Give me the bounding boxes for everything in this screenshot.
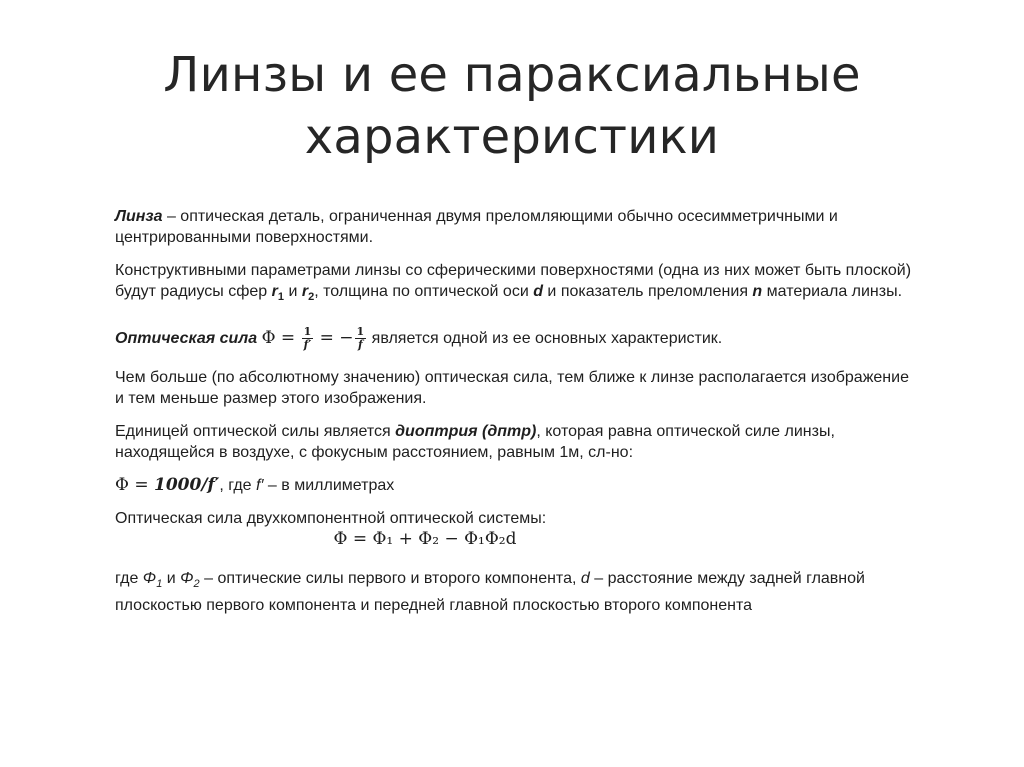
paragraph-design-parameters xyxy=(115,260,915,308)
two-component-text: Оптическая сила двухкомпонентной оптической системы: xyxy=(115,510,547,528)
definitions-text-2: – расстояние между задней главной плоскостью первого компонента и передней главной плоскостью второго компонента xyxy=(115,570,865,615)
phi-symbol: Φ xyxy=(261,328,276,349)
optical-power-formula xyxy=(261,325,368,352)
diopter-text-2: , которая равна оптической силе линзы, находящейся в воздухе, с фокусным расстоянием, равным 1м, сл-но: xyxy=(115,423,835,462)
definitions-where: где xyxy=(115,570,143,588)
definitions-and: и xyxy=(162,570,181,588)
symbol-r2: r xyxy=(301,283,309,300)
fraction-numerator-2: 1 xyxy=(356,325,365,339)
design-text-4: материала линзы. xyxy=(762,283,903,300)
r1-subscript: 1 xyxy=(277,291,284,304)
optical-power-text: является одной из ее основных характеристик. xyxy=(367,330,723,348)
fraction-denominator-f: f xyxy=(358,338,363,352)
symbol-phi-2: Φ xyxy=(180,570,194,588)
paragraph-diopter xyxy=(115,421,915,463)
fraction-numerator: 1 xyxy=(303,325,312,339)
symbol-f-prime: f′ xyxy=(256,477,264,495)
paragraph-two-component xyxy=(115,508,915,550)
symbol-r1: r xyxy=(271,283,278,300)
phi-1-subscript: 1 xyxy=(156,578,163,591)
paragraph-lens-definition xyxy=(115,206,915,248)
title-line-1: Линзы и ее параксиальные xyxy=(163,47,861,103)
equals-sign: = xyxy=(275,328,301,349)
fraction-1-over-f xyxy=(355,326,367,351)
paragraph-image-position: Чем больше (по абсолютному значению) оптическая сила, тем ближе к линзе располагается изображение и тем меньше размер этого изображения. xyxy=(115,369,909,408)
fraction-1-over-f-prime xyxy=(302,326,314,351)
definitions-text-1: – оптические силы первого и второго компонента, xyxy=(199,570,581,588)
design-text-3: и показатель преломления xyxy=(542,283,753,300)
diopter-text-1: Единицей оптической силы является xyxy=(115,423,396,441)
diopter-where: , где xyxy=(219,477,257,495)
paragraph-diopter-formula xyxy=(115,475,915,496)
lens-definition-text: – оптическая деталь, ограниченная двумя преломляющими обычно осесимметричными и центрированными поверхностями. xyxy=(115,208,838,246)
slide-title xyxy=(70,44,954,168)
r2-subscript: 2 xyxy=(308,291,315,304)
paragraph-definitions xyxy=(115,568,915,616)
design-text-1: Конструктивными параметрами линзы со сферическими поверхностями (одна из них может быть плоской) будут радиусы сфер xyxy=(115,262,912,300)
symbol-d: d xyxy=(533,283,543,300)
term-diopter: диоптрия (дптр) xyxy=(395,423,537,441)
diopter-units-text: – в миллиметрах xyxy=(263,477,395,495)
diopter-formula-value: 1000/f′ xyxy=(154,475,220,496)
phi-2-subscript: 2 xyxy=(193,578,200,591)
symbol-d-distance: d xyxy=(580,570,590,588)
slide-body xyxy=(115,206,915,628)
term-optical-power: Оптическая сила xyxy=(115,330,258,348)
term-lens: Линза xyxy=(115,208,163,225)
design-text-2: , толщина по оптической оси xyxy=(314,283,534,300)
fraction-denominator-f-prime: f′ xyxy=(303,338,312,352)
symbol-phi-1: Φ xyxy=(142,570,157,588)
diopter-formula-phi: Φ = xyxy=(115,475,154,496)
design-and: и xyxy=(284,283,302,300)
two-component-formula: Φ = Φ₁ + Φ₂ − Φ₁Φ₂d xyxy=(333,529,517,550)
title-line-2: характеристики xyxy=(304,109,720,165)
symbol-n: n xyxy=(752,283,763,300)
minus-sign: = − xyxy=(314,328,354,349)
paragraph-optical-power xyxy=(115,326,915,351)
